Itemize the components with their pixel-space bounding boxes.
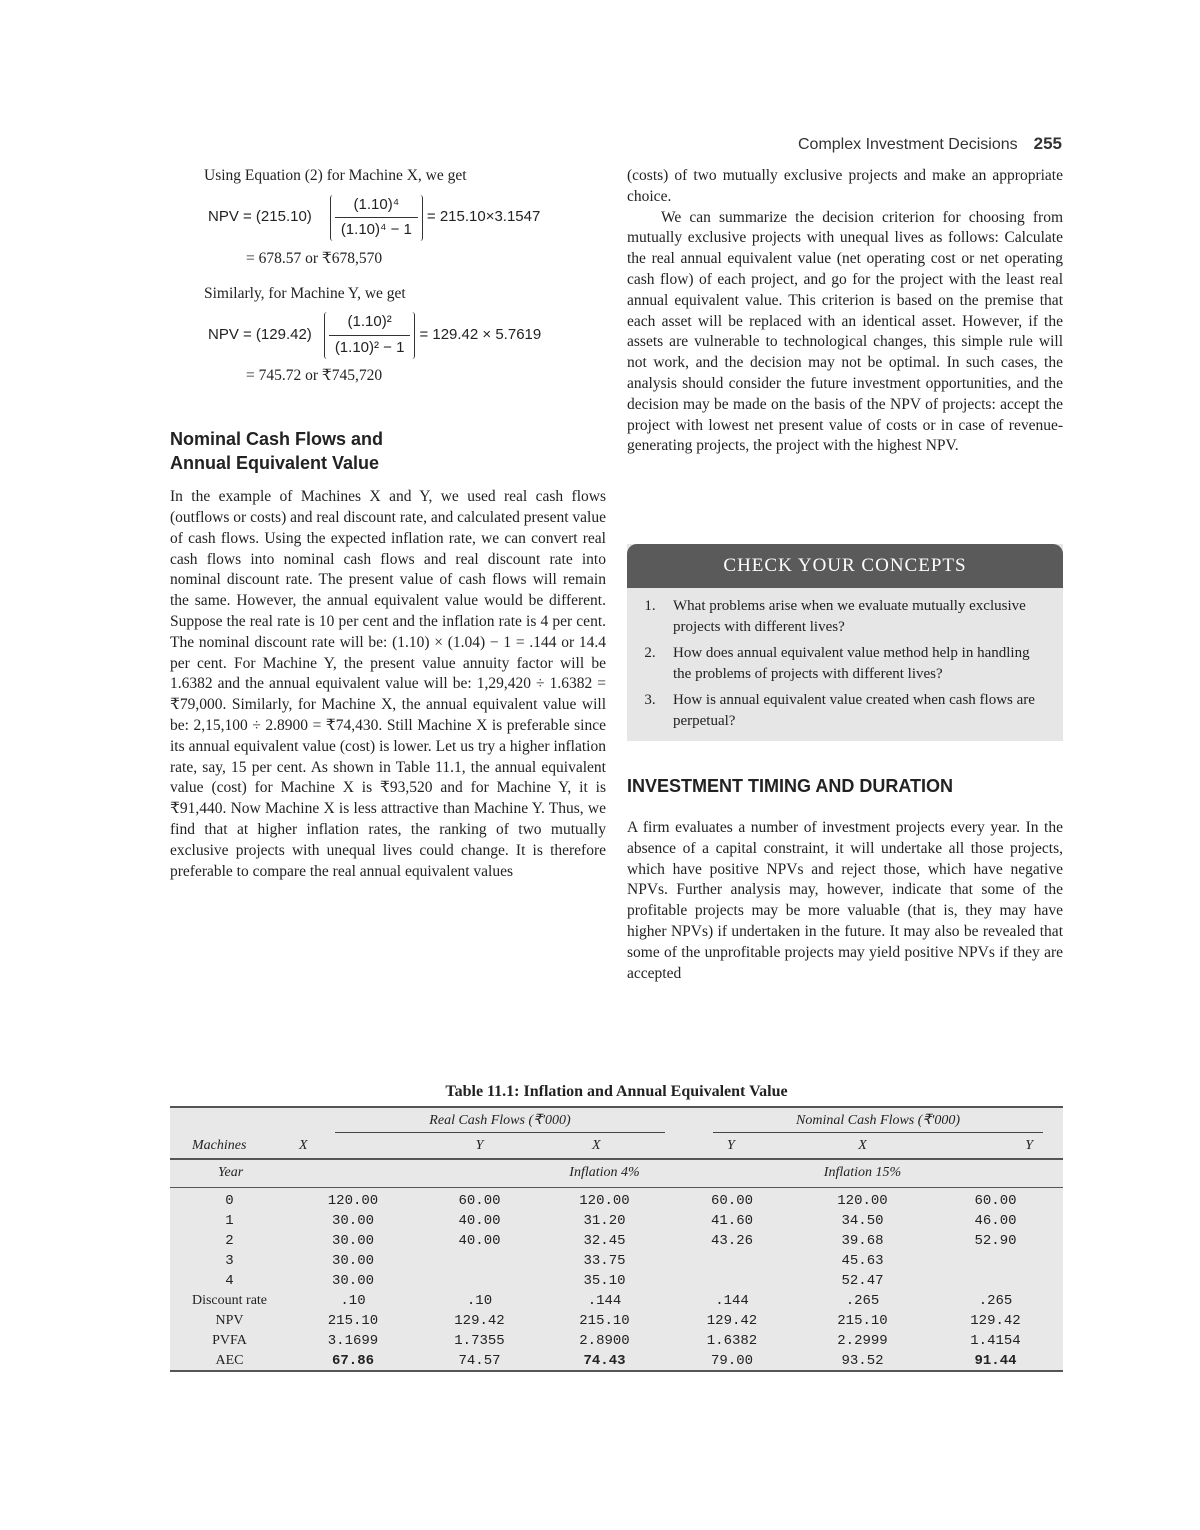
section-heading-line-1: Nominal Cash Flows and — [170, 429, 384, 450]
section-heading-line-2: Annual Equivalent Value — [170, 453, 380, 474]
col-header: Y — [727, 1137, 735, 1153]
col-header: X — [592, 1137, 601, 1153]
table-cell: 52.90 — [974, 1233, 1017, 1249]
row-label: NPV — [215, 1313, 244, 1328]
section-heading-timing: INVESTMENT TIMING AND DURATION — [627, 776, 953, 796]
eq-y-num: (1.10)² — [329, 312, 411, 336]
table-cell: 40.00 — [458, 1233, 501, 1249]
table-cell: 34.50 — [841, 1213, 884, 1229]
table-cell: 120.00 — [837, 1193, 888, 1210]
table-cell: 30.00 — [331, 1233, 374, 1249]
table-cell: 41.60 — [710, 1213, 753, 1229]
table-cell: 79.00 — [710, 1352, 753, 1369]
table-cell: 2.2999 — [837, 1333, 888, 1349]
table-cell: .10 — [340, 1293, 366, 1309]
table-cell: 120.00 — [579, 1193, 630, 1210]
table-cell — [667, 1251, 797, 1271]
table-row — [170, 1311, 1063, 1331]
table-cell: 30.00 — [331, 1273, 374, 1289]
table-cell: 3.1699 — [327, 1333, 379, 1349]
row-label: 2 — [225, 1233, 234, 1249]
table-cell — [417, 1251, 542, 1271]
table-cell: 1.7355 — [454, 1333, 505, 1349]
eq-x-den: (1.10)⁴ − 1 — [340, 221, 412, 239]
table-cell: 91.44 — [974, 1352, 1017, 1369]
table-cell: 1.4154 — [970, 1333, 1021, 1349]
page-number: 255 — [1033, 134, 1062, 153]
year-label: Year — [218, 1165, 244, 1181]
table-cell: 33.75 — [583, 1253, 626, 1269]
eq-y-fraction — [324, 312, 416, 359]
continuation-paragraph: (costs) of two mutually exclusive projects and make an appropriate choice. — [627, 167, 1063, 205]
question-item: 1. What problems arise when we evaluate mutually exclusive projects with different lives? — [644, 598, 1026, 635]
table-cell: 43.26 — [710, 1233, 753, 1249]
col-header: Y — [1025, 1137, 1033, 1153]
table-cell: 129.42 — [706, 1313, 758, 1329]
table-cell: 1.6382 — [706, 1333, 758, 1349]
section-heading-nominal — [170, 427, 606, 475]
decision-criterion-paragraph: We can summarize the decision criterion for choosing from mutually exclusive projects with unequal lives as follows: Calculate the real annual equivalent value (net operating cost or net operating cash flow) of each project, and go for the project with the least real annual equivalent value. This criterion is based on the premise that each asset will be replaced with an identical asset. However, if the assets are vulnerable to technological changes, this simple rule will not work, and the decision may not be optimal. In such cases, the analysis should consider the future investment opportunities, and the decision may be made on the basis of the NPV of projects: accept the project with lowest net present value of costs or in case of revenue-generating projects, the project with the highest NPV. — [627, 208, 1063, 455]
row-label: AEC — [215, 1352, 244, 1368]
table-cell: 52.47 — [841, 1273, 884, 1289]
group-nominal-cash-flows: Nominal Cash Flows (₹'000) — [713, 1112, 1043, 1133]
table-cell: 46.00 — [974, 1213, 1017, 1229]
eq-y-result: = 745.72 or ₹745,720 — [246, 367, 383, 385]
table-row — [170, 1187, 1063, 1211]
nominal-paragraph: In the example of Machines X and Y, we used real cash flows (outflows or costs) and real discount rate, and calculated present value of cash flows. Using the expected inflation rate, we can convert real cash flows into nominal cash flows and real discount rate into nominal discount rate. The present value of cash flows will remain the same. However, the annual equivalent value would be different. Suppose the real rate is 10 per cent and the inflation rate is 4 per cent. The nominal discount rate will be: (1.10) × (1.04) − 1 = .144 or 14.4 per cent. For Machine Y, the present value annuity factor will be 1.6382 and the annual equivalent value will be: 1,29,420 ÷ 1.6382 = ₹79,000. Similarly, for Machine X, the annual equivalent value will be: 2,15,100 ÷ 2.8900 = ₹74,430. Still Machine X is preferable since its annual equivalent value (cost) is lower. Let us try a higher inflation rate, say, 15 per cent. As shown in Table 11.1, the annual equivalent value (cost) for Machine X is ₹93,520 and for Machine Y, it is ₹91,440. Now Machine X is less attractive than Machine Y. Thus, we find that at higher inflation rates, the ranking of two mutually exclusive projects with unequal lives could change. It is therefore preferable to compare the real annual equivalent values — [170, 488, 606, 880]
table-cell: .265 — [845, 1293, 880, 1309]
table-cell: .265 — [978, 1293, 1013, 1309]
intro-machine-y: Similarly, for Machine Y, we get — [204, 284, 406, 302]
table-caption: Table 11.1: Inflation and Annual Equivalent Value — [445, 1083, 788, 1100]
table-cell: 60.00 — [974, 1193, 1017, 1210]
equation-x — [208, 193, 606, 243]
table-cell: 60.00 — [458, 1193, 501, 1210]
table-cell: 215.10 — [579, 1313, 630, 1329]
table-cell: 39.68 — [841, 1233, 884, 1249]
eq-x-fraction — [330, 195, 423, 242]
group-real-cash-flows: Real Cash Flows (₹'000) — [335, 1112, 665, 1133]
left-column — [170, 166, 606, 882]
table-cell: 74.57 — [458, 1352, 501, 1369]
col-header: X — [299, 1137, 308, 1153]
check-your-concepts-box — [627, 544, 1063, 741]
row-label: PVFA — [212, 1333, 247, 1348]
table-cell — [928, 1251, 1063, 1271]
table-cell: 32.45 — [583, 1233, 626, 1249]
table-cell: 74.43 — [583, 1352, 626, 1369]
eq-x-lhs: NPV = (215.10) — [208, 208, 312, 226]
table-year-header — [170, 1159, 1063, 1187]
inflation-4-label: Inflation 4% — [569, 1165, 640, 1181]
table-cell: .10 — [466, 1293, 493, 1309]
machines-label: Machines — [192, 1137, 247, 1153]
table-cell: 60.00 — [710, 1193, 753, 1210]
table-column-header — [170, 1133, 1063, 1159]
table-cell: 120.00 — [327, 1193, 379, 1210]
eq-x-rhs: = 215.10×3.1547 — [426, 208, 541, 226]
row-label: 1 — [225, 1213, 234, 1229]
running-header — [798, 134, 1062, 154]
table-cell: 215.10 — [327, 1313, 379, 1329]
table-cell: 30.00 — [331, 1213, 374, 1229]
table-cell — [667, 1271, 797, 1291]
box-title: CHECK YOUR CONCEPTS — [627, 544, 1063, 588]
eq-y-rhs: = 129.42 × 5.7619 — [419, 325, 542, 343]
table-cell — [928, 1271, 1063, 1291]
table-cell: .144 — [715, 1293, 749, 1309]
table-cell: .144 — [587, 1293, 622, 1309]
table-row — [170, 1331, 1063, 1351]
row-label: Discount rate — [191, 1293, 268, 1308]
timing-paragraph: A firm evaluates a number of investment projects every year. In the absence of a capital constraint, it will undertake all those projects, which have positive NPVs and reject those, which have negative NPVs. Further analysis may, however, indicate that some of the profitable projects may be more valuable (that is, they may have higher NPVs) if undertaken in the future. It may also be revealed that some of the unprofitable projects may yield positive NPVs if they are accepted — [627, 819, 1063, 982]
table-body — [170, 1187, 1063, 1371]
table-cell: 129.42 — [454, 1313, 505, 1329]
table-row — [170, 1231, 1063, 1251]
table-cell: 215.10 — [837, 1313, 888, 1329]
table-cell: 40.00 — [458, 1213, 501, 1229]
row-label: 3 — [225, 1253, 234, 1269]
table-group-header — [170, 1107, 1063, 1133]
question-item: 3. How is annual equivalent value created when cash flows are perpetual? — [644, 692, 1035, 729]
investment-timing-section — [627, 774, 1063, 984]
equation-y — [208, 310, 606, 360]
right-column — [627, 166, 1063, 457]
eq-y-lhs: NPV = (129.42) — [208, 325, 312, 343]
concept-questions — [627, 596, 1063, 732]
table-cell: 93.52 — [841, 1352, 884, 1369]
table-cell: 35.10 — [583, 1273, 626, 1289]
table-row — [170, 1291, 1063, 1311]
row-label: 4 — [225, 1273, 234, 1289]
table-row — [170, 1251, 1063, 1271]
intro-machine-x: Using Equation (2) for Machine X, we get — [204, 167, 467, 184]
col-header: X — [858, 1137, 867, 1153]
table-cell: 31.20 — [583, 1213, 626, 1229]
chapter-title: Complex Investment Decisions — [797, 136, 1018, 153]
table-cell: 67.86 — [331, 1352, 374, 1369]
table-row — [170, 1351, 1063, 1371]
col-header: Y — [475, 1137, 484, 1153]
eq-y-den: (1.10)² − 1 — [334, 338, 405, 356]
eq-x-result: = 678.57 or ₹678,570 — [246, 249, 383, 267]
table-cell: 129.42 — [970, 1313, 1021, 1329]
inflation-aec-table — [170, 1106, 1063, 1372]
eq-x-num: (1.10)⁴ — [335, 195, 418, 219]
question-item: 2. How does annual equivalent value method help in handling the problems of projects with different lives? — [644, 645, 1030, 682]
table-cell — [417, 1271, 542, 1291]
inflation-15-label: Inflation 15% — [823, 1165, 902, 1181]
row-label: 0 — [225, 1193, 234, 1210]
table-cell: 2.8900 — [579, 1333, 630, 1349]
table-row — [170, 1211, 1063, 1231]
table-row — [170, 1271, 1063, 1291]
table-cell: 30.00 — [331, 1253, 374, 1269]
table-cell: 45.63 — [841, 1253, 884, 1269]
